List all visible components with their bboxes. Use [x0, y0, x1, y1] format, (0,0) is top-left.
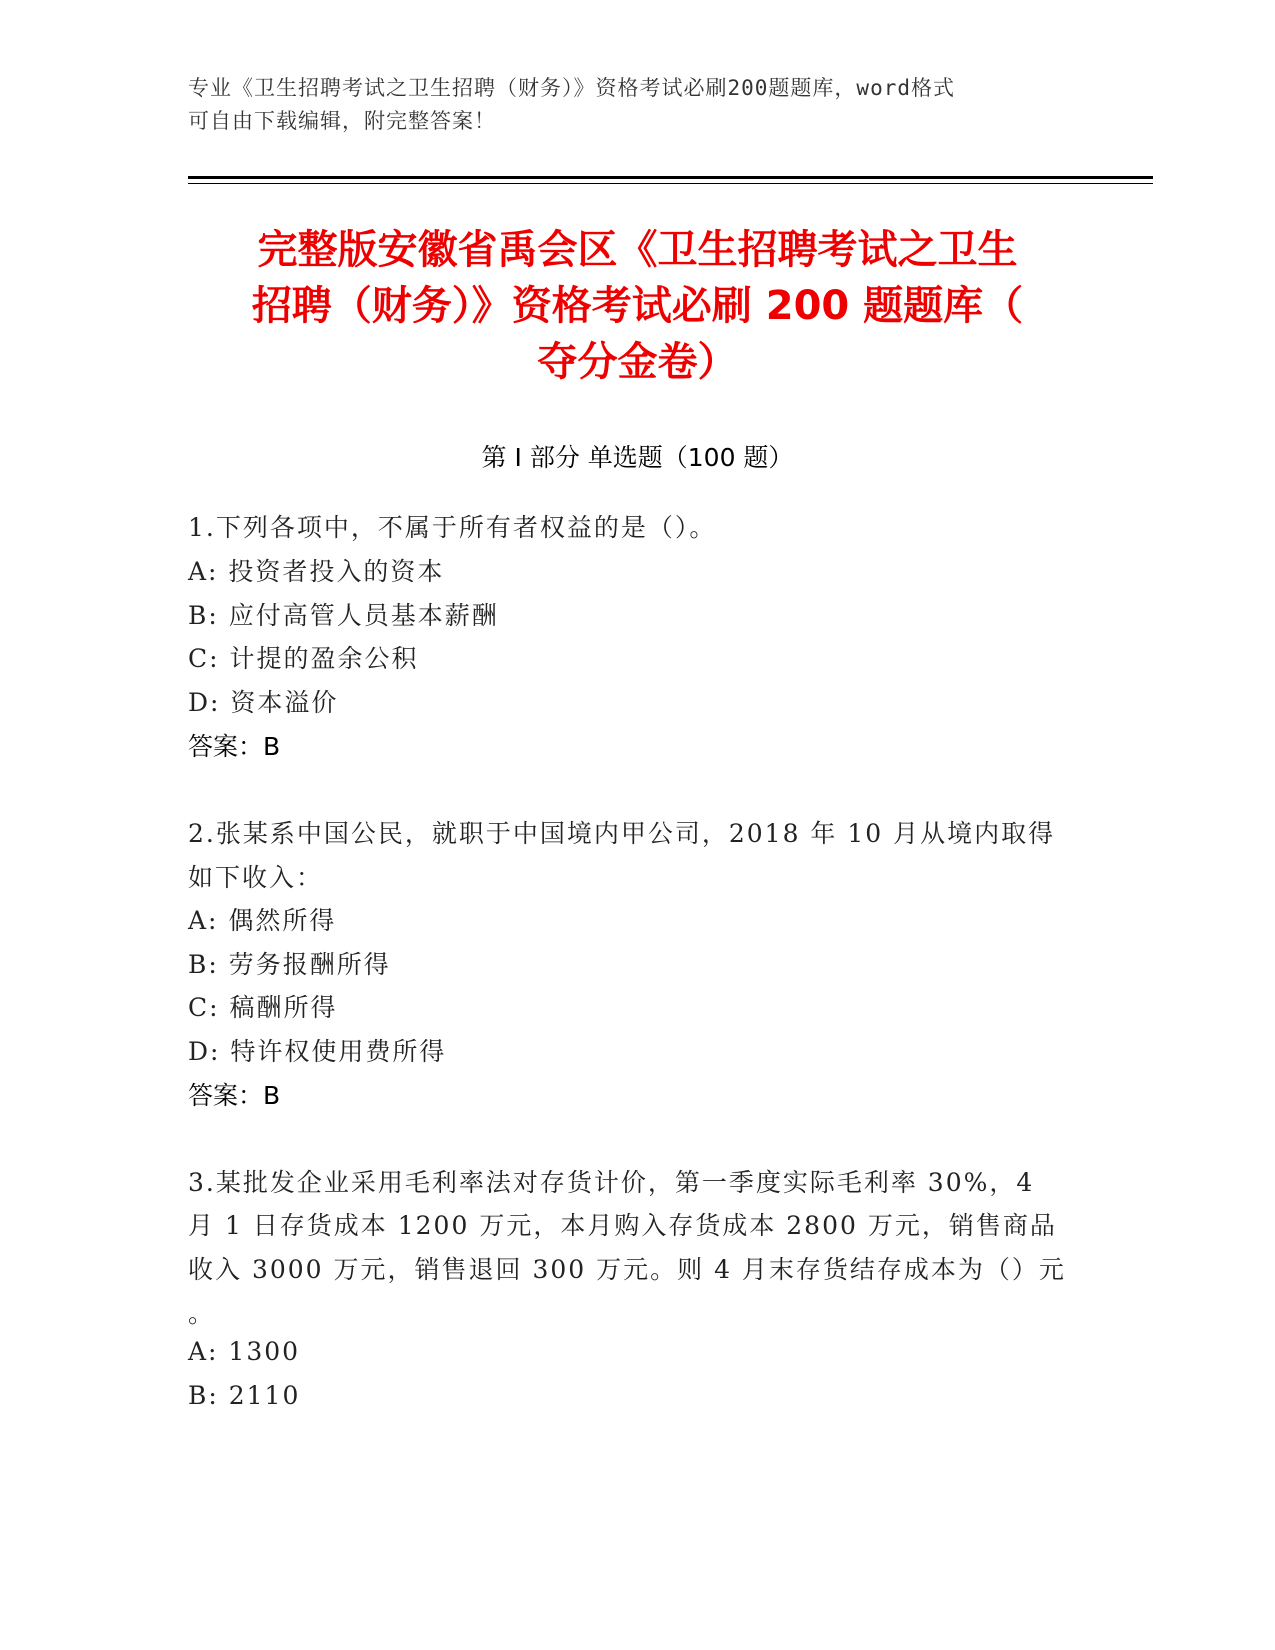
question-text: 3.某批发企业采用毛利率法对存货计价，第一季度实际毛利率 30%，4 [188, 1168, 1035, 1197]
header-note-line: 专业《卫生招聘考试之卫生招聘（财务）》资格考试必刷200题题库，word格式 [188, 76, 955, 100]
title-line: 夺分金卷） [537, 339, 738, 385]
header-rule-thick [188, 176, 1153, 179]
question-text: 收入 3000 万元，销售退回 300 万元。则 4 月末存货结存成本为（）元 [188, 1255, 1066, 1284]
document-title [150, 222, 1125, 390]
question-text: 1.下列各项中，不属于所有者权益的是（）。 [188, 513, 717, 542]
header-rule-thin [188, 183, 1153, 184]
header-note [188, 72, 1068, 138]
title-line: 完整版安徽省禹会区《卫生招聘考试之卫生 [257, 227, 1018, 273]
answer: 答案：B [188, 732, 281, 761]
option-b: B: 劳务报酬所得 [188, 950, 391, 979]
header-note-line: 可自由下载编辑，附完整答案！ [188, 109, 496, 133]
section-title: 第 I 部分 单选题（100 题） [481, 443, 794, 472]
option-b: B: 应付高管人员基本薪酬 [188, 601, 499, 630]
question-text: 月 1 日存货成本 1200 万元，本月购入存货成本 2800 万元，销售商品 [188, 1211, 1057, 1240]
question-text: 如下收入： [188, 863, 324, 892]
option-d: D: 特许权使用费所得 [188, 1037, 447, 1066]
question-text: 。 [188, 1299, 216, 1328]
answer: 答案：B [188, 1081, 281, 1110]
question-text: 2.张某系中国公民，就职于中国境内甲公司，2018 年 10 月从境内取得 [188, 819, 1056, 848]
option-c: C: 稿酬所得 [188, 993, 338, 1022]
option-a: A: 投资者投入的资本 [188, 557, 445, 586]
option-a: A: 1300 [188, 1337, 301, 1366]
option-c: C: 计提的盈余公积 [188, 644, 419, 673]
title-line: 招聘（财务）》资格考试必刷 200 题题库（ [251, 283, 1024, 329]
option-d: D: 资本溢价 [188, 688, 339, 717]
option-a: A: 偶然所得 [188, 906, 337, 935]
option-b: B: 2110 [188, 1381, 301, 1410]
